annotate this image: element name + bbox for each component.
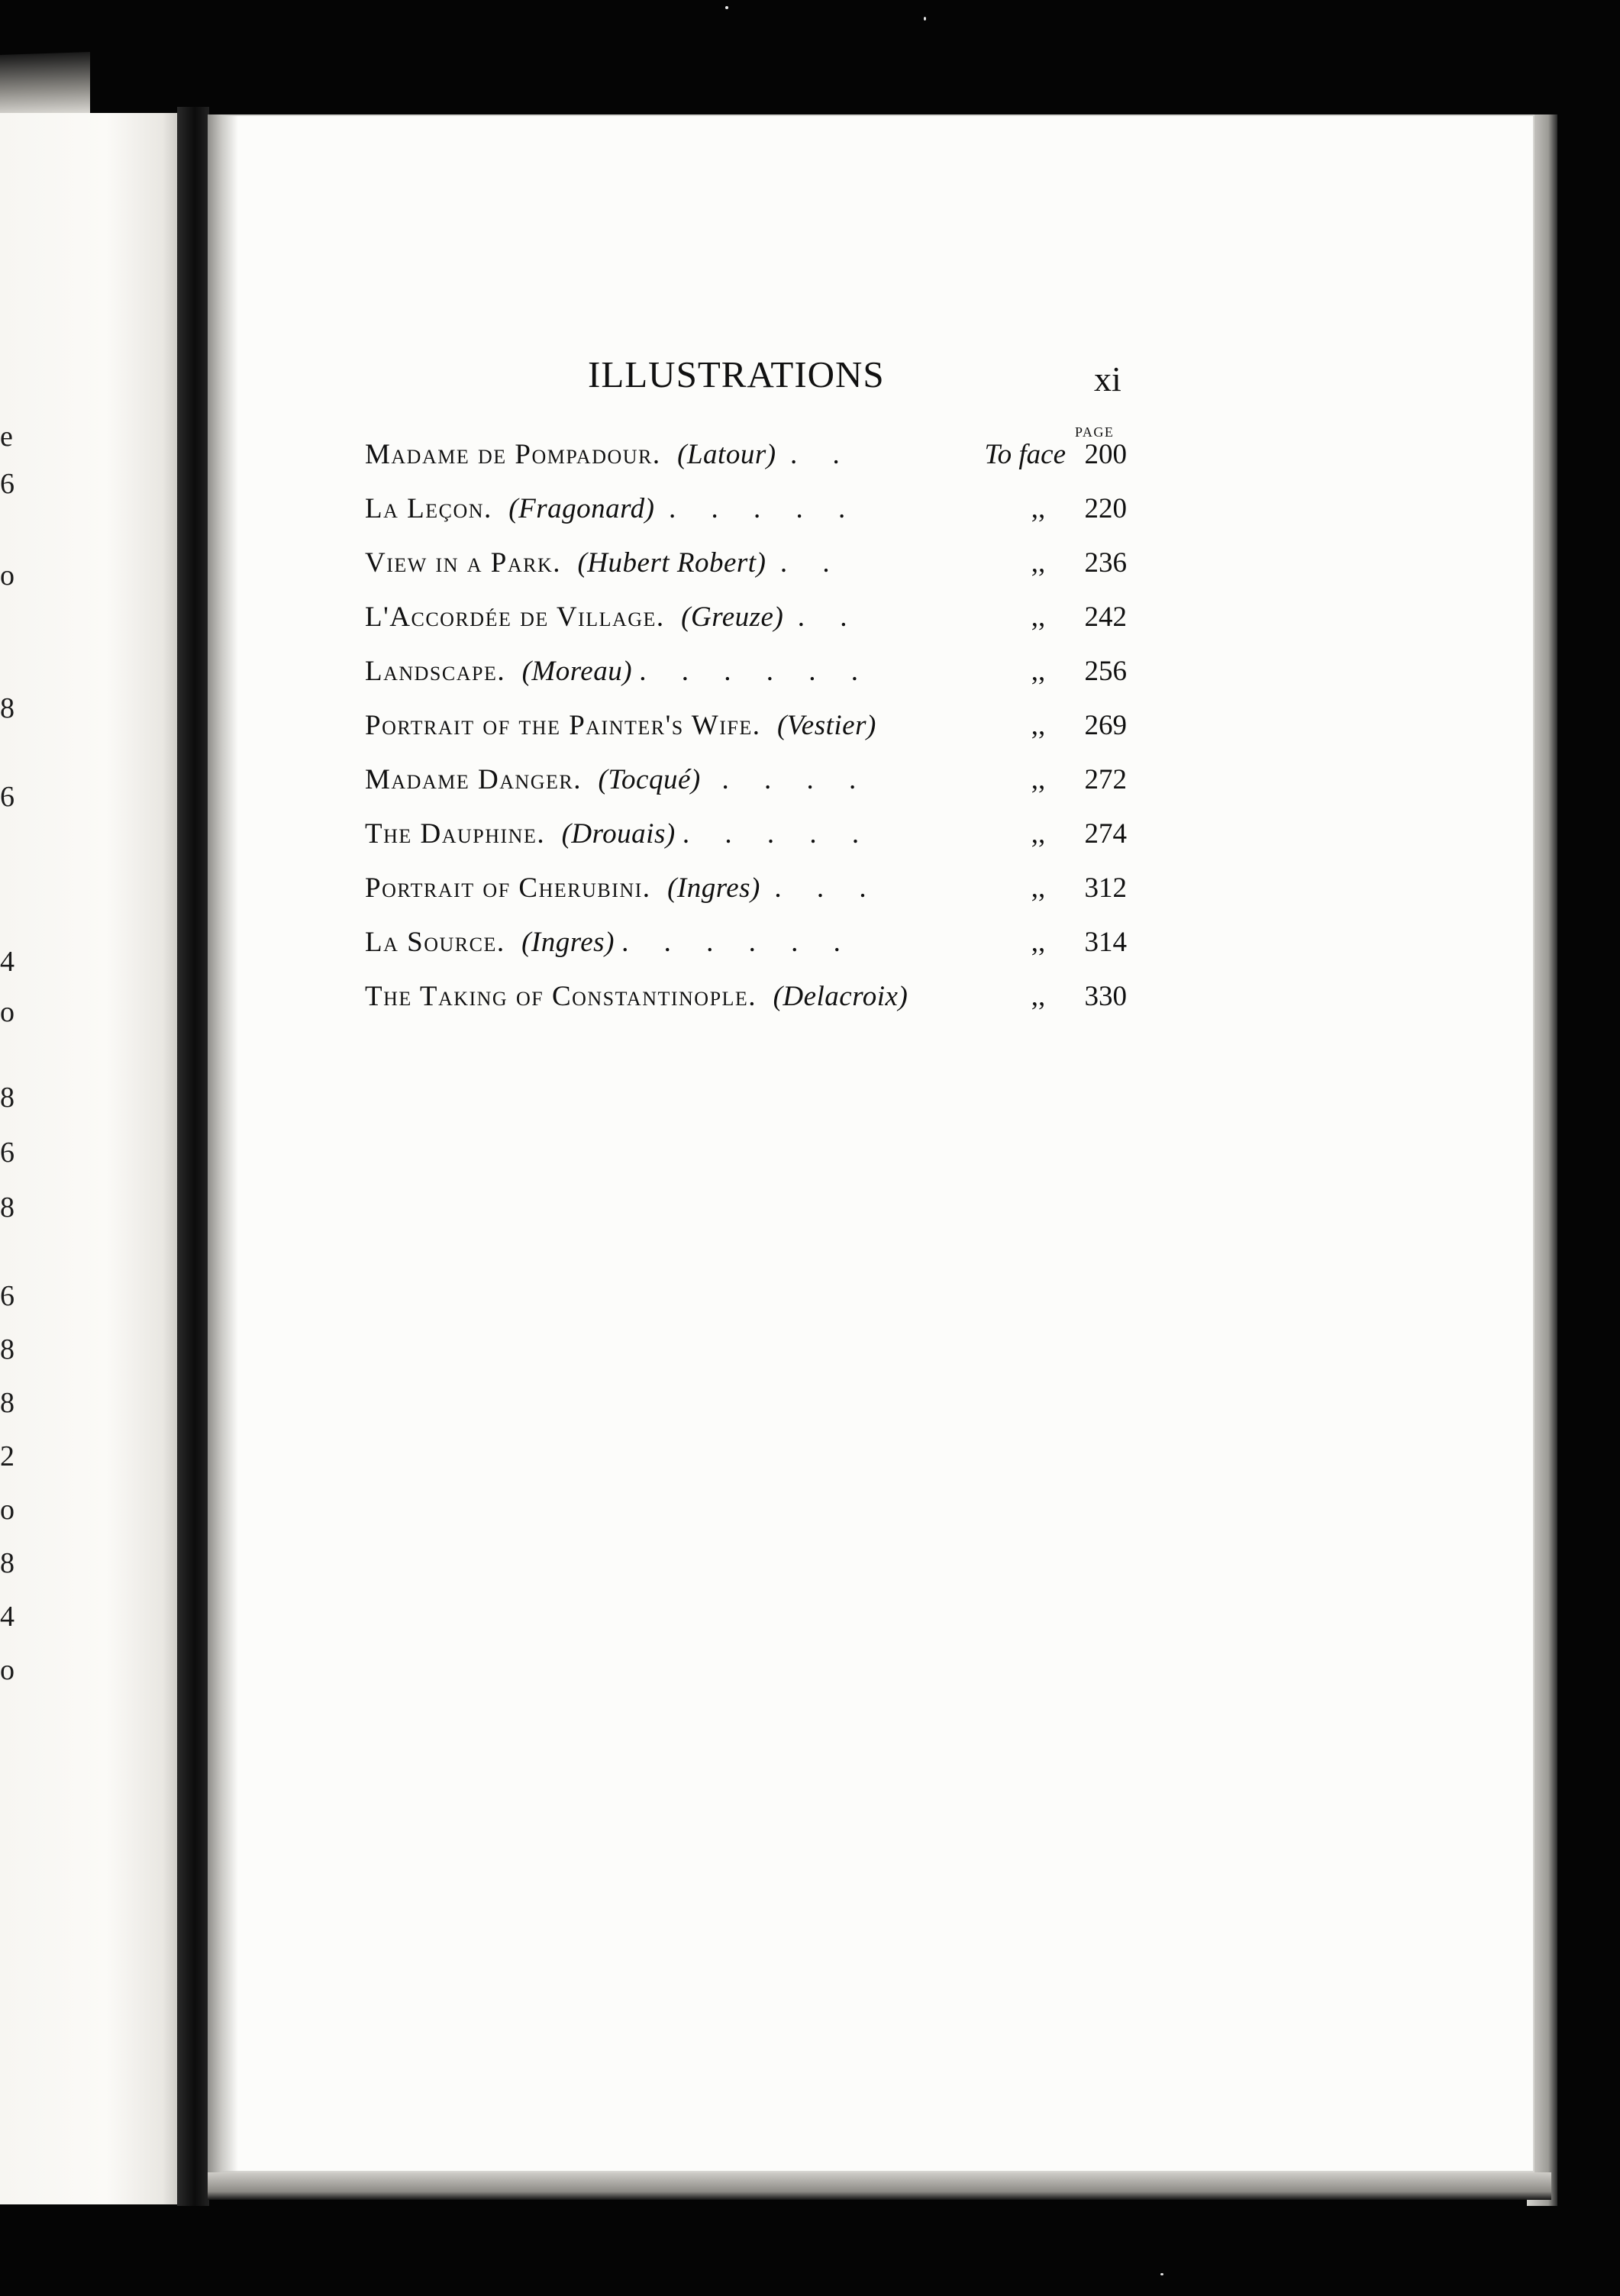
entry-title: Portrait of the Painter's Wife. xyxy=(365,710,761,741)
entry-title-line xyxy=(365,763,856,796)
entry-reference: ,, xyxy=(1031,981,1046,1012)
left-page-number: o xyxy=(0,996,15,1028)
entry-page: 200 xyxy=(1084,439,1127,470)
entry-page: 314 xyxy=(1084,927,1127,958)
entry-artist: (Drouais) xyxy=(561,818,676,850)
list-item xyxy=(365,709,1128,752)
entry-title-line xyxy=(365,492,845,525)
entry-page: 242 xyxy=(1084,601,1127,633)
left-page-number: 6 xyxy=(0,781,15,813)
list-item xyxy=(365,980,1128,1023)
entry-reference: ,, xyxy=(1031,818,1046,850)
entry-artist: (Latour) xyxy=(677,439,776,470)
entry-page: 269 xyxy=(1084,710,1127,741)
entry-reference: ,, xyxy=(1031,872,1046,904)
list-item xyxy=(365,547,1128,589)
left-page xyxy=(0,113,177,2204)
page-title: ILLUSTRATIONS xyxy=(588,353,885,395)
entry-page: 330 xyxy=(1084,981,1127,1012)
entry-title-line xyxy=(365,709,876,742)
page-column-heading: PAGE xyxy=(1075,424,1115,440)
scan-speck xyxy=(924,17,926,21)
entry-reference: ,, xyxy=(1031,764,1046,795)
binding-shadow xyxy=(208,114,238,2172)
left-page-number: 6 xyxy=(0,1137,15,1169)
entry-title-line xyxy=(365,655,858,688)
list-item xyxy=(365,438,1128,481)
left-page-number: 2 xyxy=(0,1440,15,1472)
list-item xyxy=(365,872,1128,914)
entry-artist: (Vestier) xyxy=(776,710,876,741)
entry-reference: ,, xyxy=(1031,493,1046,524)
entry-title: Landscape. xyxy=(365,656,506,687)
entry-title: Madame Danger. xyxy=(365,764,582,795)
left-page-number: o xyxy=(0,559,15,592)
entry-artist: (Tocqué) xyxy=(598,764,701,795)
entry-title: The Taking of Constantinople. xyxy=(365,981,757,1012)
book-gutter xyxy=(177,107,209,2206)
entry-title-line xyxy=(365,980,908,1013)
entry-title-line xyxy=(365,438,840,471)
entry-reference: ,, xyxy=(1031,710,1046,741)
left-page-number: 4 xyxy=(0,946,15,978)
leader-dots: . . . . . . xyxy=(632,656,859,687)
entry-reference: To face xyxy=(984,439,1066,470)
leader-dots: . . xyxy=(783,601,847,633)
entry-reference: ,, xyxy=(1031,601,1046,633)
scan-speck xyxy=(1160,2273,1163,2275)
left-page-number: e xyxy=(0,421,13,453)
entry-page: 274 xyxy=(1084,818,1127,850)
entry-reference: ,, xyxy=(1031,927,1046,958)
entry-title: La Leçon. xyxy=(365,493,492,524)
page-number: xi xyxy=(1094,360,1121,398)
leader-dots: . . . . . xyxy=(675,818,860,850)
entry-title-line xyxy=(365,601,847,634)
entry-artist: (Hubert Robert) xyxy=(577,547,766,579)
left-page-number: 4 xyxy=(0,1601,15,1633)
entry-title-line xyxy=(365,547,830,579)
left-page-number: 6 xyxy=(0,1280,15,1312)
page-stack-bottom xyxy=(208,2172,1551,2200)
entry-title: Madame de Pompadour. xyxy=(365,439,661,470)
left-page-number: 8 xyxy=(0,1387,15,1419)
list-item xyxy=(365,763,1128,806)
list-item xyxy=(365,655,1128,698)
entry-title-line xyxy=(365,872,866,905)
entry-title: Portrait of Cherubini. xyxy=(365,872,651,904)
entry-page: 272 xyxy=(1084,764,1127,795)
entry-page: 312 xyxy=(1084,872,1127,904)
entry-reference: ,, xyxy=(1031,656,1046,687)
left-page-number: 8 xyxy=(0,1547,15,1579)
entry-page: 236 xyxy=(1084,547,1127,579)
entry-artist: (Moreau) xyxy=(521,656,633,687)
leader-dots: . . . . . xyxy=(654,493,846,524)
entry-title-line xyxy=(365,926,841,959)
leader-dots: . . . . . . xyxy=(614,927,841,958)
leader-dots: . . . xyxy=(760,872,866,904)
entry-artist: (Fragonard) xyxy=(508,493,655,524)
left-page-number: o xyxy=(0,1494,15,1526)
leader-dots: . . xyxy=(776,439,840,470)
list-item xyxy=(365,492,1128,535)
entry-reference: ,, xyxy=(1031,547,1046,579)
left-page-number: 6 xyxy=(0,468,15,500)
left-page-number: o xyxy=(0,1654,15,1686)
list-item xyxy=(365,926,1128,969)
entry-artist: (Delacroix) xyxy=(773,981,908,1012)
left-page-number: 8 xyxy=(0,692,15,724)
entry-artist: (Ingres) xyxy=(667,872,760,904)
entry-artist: (Ingres) xyxy=(521,927,615,958)
left-page-corner xyxy=(0,52,90,116)
scan-speck xyxy=(725,6,728,9)
list-item xyxy=(365,817,1128,860)
left-page-number: 8 xyxy=(0,1082,15,1114)
entry-artist: (Greuze) xyxy=(681,601,784,633)
entry-title: L'Accordée de Village. xyxy=(365,601,665,633)
entry-title: La Source. xyxy=(365,927,505,958)
entry-title: The Dauphine. xyxy=(365,818,546,850)
leader-dots: . . . . xyxy=(700,764,857,795)
right-page xyxy=(208,114,1534,2172)
left-page-number: 8 xyxy=(0,1333,15,1366)
entry-page: 220 xyxy=(1084,493,1127,524)
entry-title-line xyxy=(365,817,859,850)
entry-page: 256 xyxy=(1084,656,1127,687)
leader-dots: . . xyxy=(766,547,830,579)
list-item xyxy=(365,601,1128,643)
left-page-number: 8 xyxy=(0,1192,15,1224)
entry-title: View in a Park. xyxy=(365,547,561,579)
